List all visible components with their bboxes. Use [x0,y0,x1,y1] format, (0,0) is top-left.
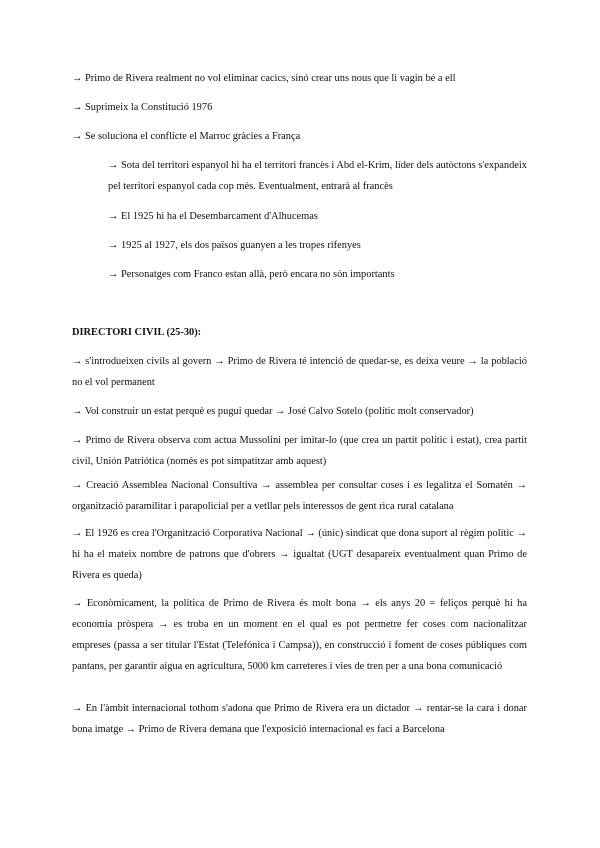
paragraph-5: → El 1926 es crea l'Organització Corporativa Nacional → (únic) sindicat que dona suport al règim polític → hi ha el mateix nombre de patrons que d'obrers → igualtat (UGT desapareix eventualment quan Primo de Rivera es queda) [72,528,527,581]
paragraph-4: → Creació Assemblea Nacional Consultiva → assemblea per consultar coses i es legalitza el Somatén → organització paramilitar i parapolicial per a vetllar pels interessos de gent rica rural catalana [72,480,527,512]
line-2: → Suprimeix la Constitució 1976 [72,102,213,113]
paragraph-7: → En l'àmbit internacional tothom s'adona que Primo de Rivera era un dictador → rentar-se la cara i donar bona imatge → Primo de Rivera demana que l'exposició internacional es faci a Barcelona [72,703,527,735]
paragraph-3: → Primo de Rivera observa com actua Mussolini per imitar-lo (que crea un partit polític i estat), crea partit civil, Unión Patriótica (només es pot simpatitzar amb aquest) [72,435,527,467]
paragraph-2: → Vol construir un estat perquè es pugui quedar → José Calvo Sotelo (polític molt conservador) [72,406,474,417]
sub-item-3: → 1925 al 1927, els dos països guanyen a les tropes rifenyes [108,240,361,251]
sub-item-1: → Sota del territori espanyol hi ha el territori francès i Abd el-Krim, líder dels autòctons s'expandeix pel territori espanyol cada cop més. Eventualment, entrarà al francès [108,160,527,192]
section-heading: DIRECTORI CIVIL (25-30): [72,327,202,338]
sub-item-4: → Personatges com Franco estan allà, però encara no són importants [108,269,395,280]
sub-item-2: → El 1925 hi ha el Desembarcament d'Alhucemas [108,211,318,222]
paragraph-1: → s'introdueixen civils al govern → Primo de Rivera té intenció de quedar-se, es deixa veure → la població no el vol permanent [72,356,527,388]
paragraph-6: → Econòmicament, la política de Primo de Rivera és molt bona → els anys 20 = feliços perquè hi ha economia pròspera → es troba en un moment en el qual es pot permetre fer coses com nacionalitzar empreses (passa a ser titular l'Estat (Telefónica i Campsa)), en construcció i foment de coses públiques com pantans, per garantir aigua en agricultura, 5000 km carreteres i vies de tren per a una bona comunicació [72,598,527,672]
line-3: → Se soluciona el conflicte el Marroc gràcies a França [72,131,301,142]
line-1: → Primo de Rivera realment no vol eliminar cacics, sinó crear uns nous que li vagin bé a ell [72,73,456,84]
